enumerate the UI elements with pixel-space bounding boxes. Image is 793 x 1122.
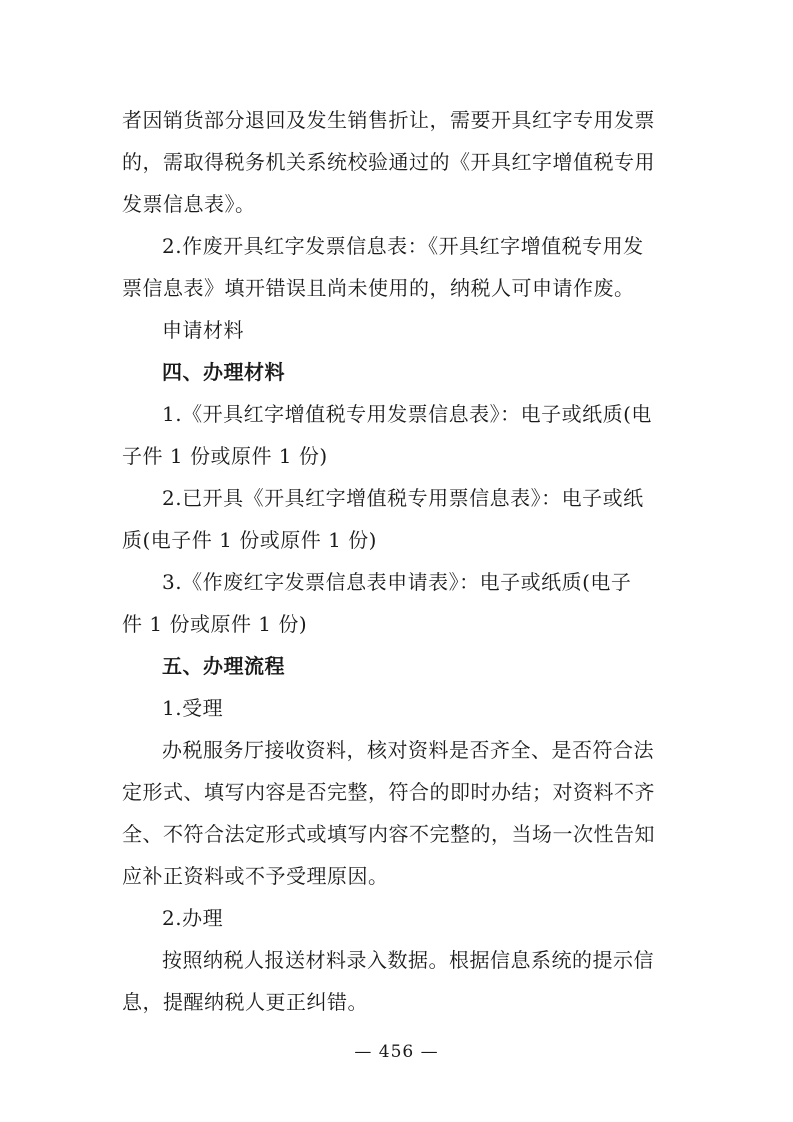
list-item-line: 件 1 份或原件 1 份) — [122, 612, 308, 636]
paragraph-line: 定形式、填写内容是否完整，符合的即时办结；对资料不齐 — [122, 780, 655, 804]
section-heading: 五、办理流程 — [162, 654, 285, 678]
paragraph-line: 按照纳税人报送材料录入数据。根据信息系统的提示信 — [162, 948, 654, 972]
list-item-line: 1.《开具红字增值税专用发票信息表》：电子或纸质(电 — [162, 402, 652, 426]
paragraph-line: 2.作废开具红字发票信息表：《开具红字增值税专用发 — [162, 234, 644, 258]
section-label: 申请材料 — [162, 318, 244, 342]
paragraph-line: 发票信息表》。 — [122, 192, 256, 216]
list-item-line: 子件 1 份或原件 1 份) — [122, 444, 328, 468]
subsection-heading: 2.办理 — [162, 906, 224, 930]
paragraph-line: 票信息表》填开错误且尚未使用的，纳税人可申请作废。 — [122, 276, 635, 300]
list-item-line: 质(电子件 1 份或原件 1 份) — [122, 528, 377, 552]
paragraph-line: 息，提醒纳税人更正纠错。 — [122, 990, 368, 1014]
subsection-heading: 1.受理 — [162, 696, 224, 720]
paragraph-line: 办税服务厅接收资料，核对资料是否齐全、是否符合法 — [162, 738, 654, 762]
paragraph-line: 应补正资料或不予受理原因。 — [122, 864, 389, 888]
document-body — [122, 99, 670, 1023]
paragraph-line: 的，需取得税务机关系统校验通过的《开具红字增值税专用 — [122, 150, 655, 174]
paragraph-line: 全、不符合法定形式或填写内容不完整的，当场一次性告知 — [122, 822, 655, 846]
list-item-line: 2.已开具《开具红字增值税专用票信息表》：电子或纸 — [162, 486, 644, 510]
paragraph-line: 者因销货部分退回及发生销售折让，需要开具红字专用发票 — [122, 108, 655, 132]
page-number: — 456 — — [354, 1042, 439, 1062]
section-heading: 四、办理材料 — [162, 360, 285, 384]
list-item-line: 3.《作废红字发票信息表申请表》：电子或纸质(电子 — [162, 570, 632, 594]
